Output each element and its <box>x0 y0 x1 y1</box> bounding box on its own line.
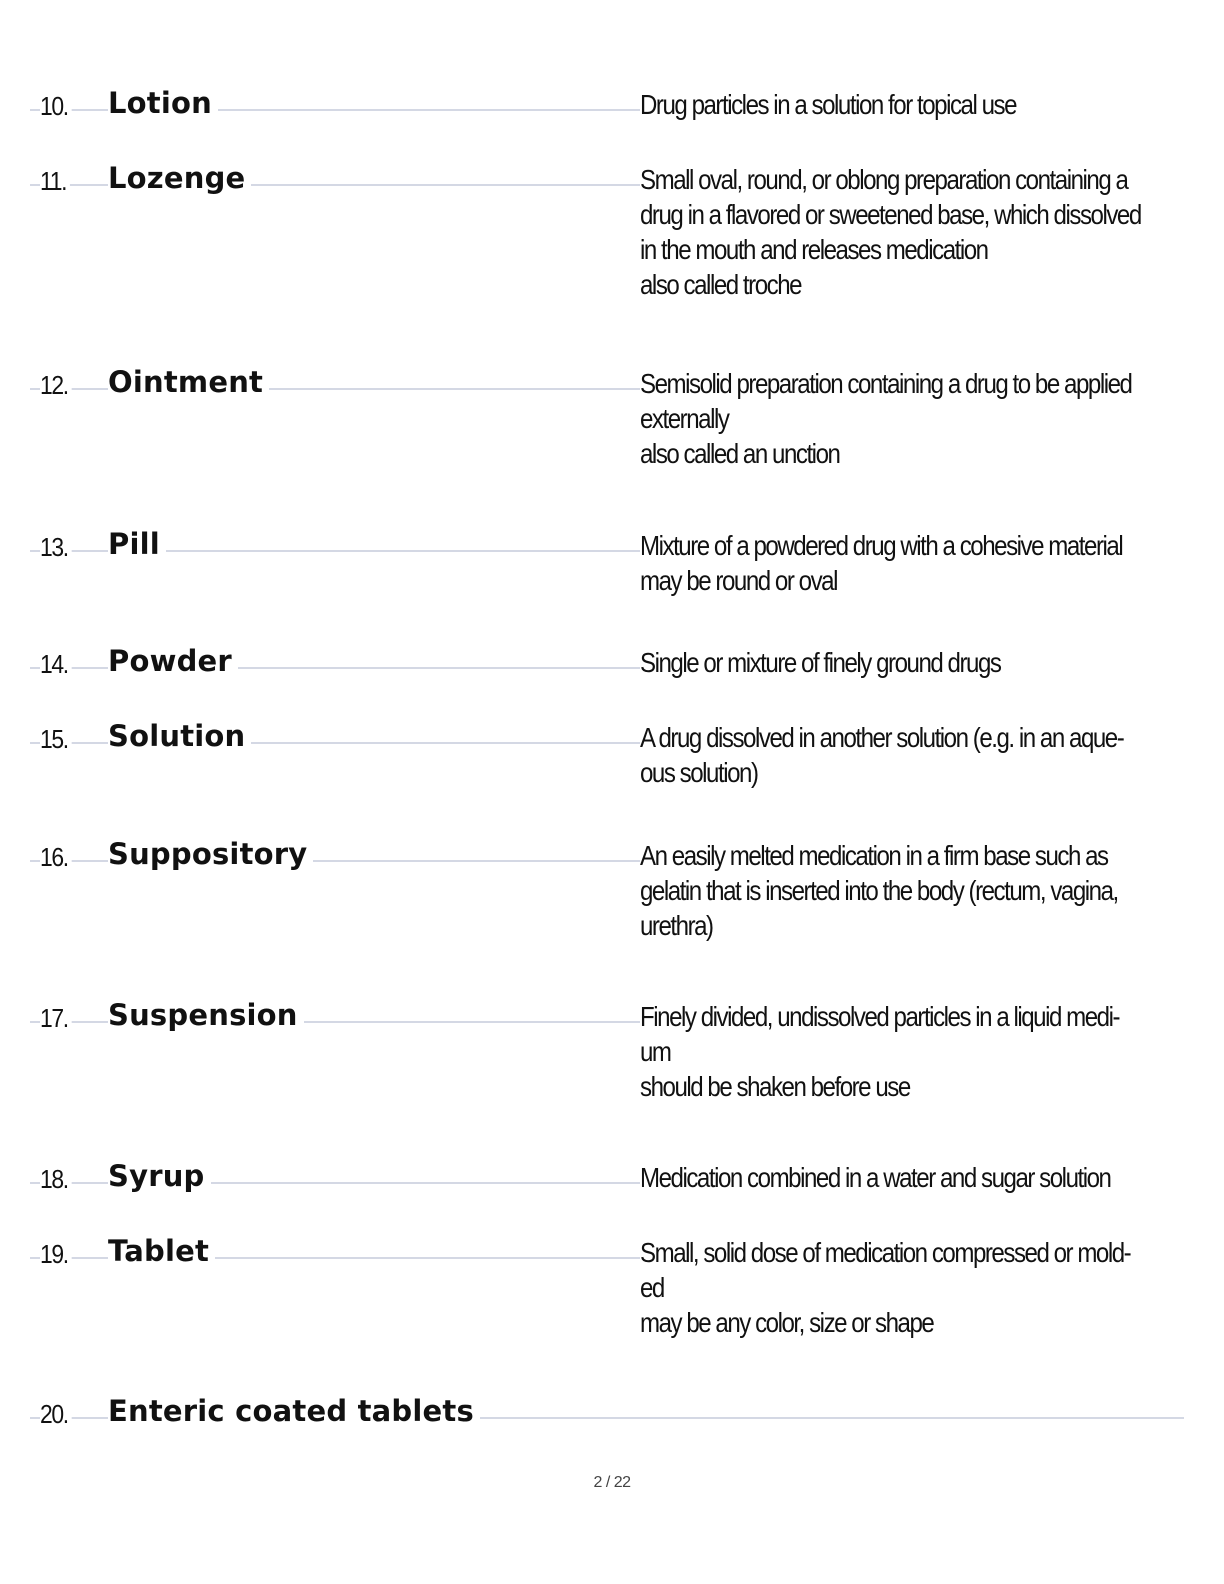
item-term: Enteric coated tablets <box>108 1393 480 1429</box>
definition-line: drug in a flavored or sweetened base, which dissolved <box>640 199 1141 230</box>
item-number: 16. <box>40 842 71 872</box>
item-number: 11. <box>40 166 70 196</box>
item-definition <box>640 1164 1224 1199</box>
item-number: 12. <box>40 370 71 400</box>
item-definition <box>640 370 1224 475</box>
definition-line: externally <box>640 403 729 434</box>
item-number: 13. <box>40 532 71 562</box>
definition-line: um <box>640 1036 671 1067</box>
definition-line: Small, solid dose of medication compressed or mold- <box>640 1237 1131 1268</box>
item-number: 18. <box>40 1164 71 1194</box>
item-number: 19. <box>40 1239 71 1269</box>
item-definition <box>640 91 1224 126</box>
definition-line: Semisolid preparation containing a drug to be applied <box>640 368 1132 399</box>
definition-line: Single or mixture of finely ground drugs <box>640 647 1001 678</box>
item-number: 14. <box>40 649 71 679</box>
definition-line: Medication combined in a water and sugar solution <box>640 1162 1111 1193</box>
item-number: 15. <box>40 724 71 754</box>
item-definition <box>640 1003 1224 1108</box>
item-definition <box>640 842 1224 947</box>
definition-line: ous solution) <box>640 757 758 788</box>
item-term: Ointment <box>108 364 269 400</box>
definition-line: also called an unction <box>640 438 840 469</box>
page-indicator: 2 / 22 <box>593 1474 631 1491</box>
definition-line: ed <box>640 1272 664 1303</box>
definition-line: gelatin that is inserted into the body (rectum, vagina, <box>640 875 1118 906</box>
definition-line: A drug dissolved in another solution (e.g. in an aque- <box>640 722 1124 753</box>
definition-line: also called troche <box>640 269 802 300</box>
item-definition <box>640 724 1224 794</box>
item-term: Syrup <box>108 1158 211 1194</box>
item-number: 10. <box>40 91 71 121</box>
definition-line: should be shaken before use <box>640 1071 910 1102</box>
definition-line: Small oval, round, or oblong preparation containing a <box>640 164 1128 195</box>
item-definition <box>640 532 1224 602</box>
item-term: Lozenge <box>108 160 251 196</box>
item-term: Suspension <box>108 997 304 1033</box>
item-term: Solution <box>108 718 251 754</box>
item-definition <box>640 166 1224 306</box>
definition-line: may be round or oval <box>640 565 837 596</box>
item-definition <box>640 649 1224 684</box>
definition-line: Drug particles in a solution for topical use <box>640 89 1017 120</box>
definition-line: may be any color, size or shape <box>640 1307 934 1338</box>
item-term: Suppository <box>108 836 313 872</box>
item-definition <box>640 1239 1224 1344</box>
definition-line: urethra) <box>640 910 713 941</box>
definition-line: An easily melted medication in a firm base such as <box>640 840 1108 871</box>
item-number: 20. <box>40 1399 71 1429</box>
item-number: 17. <box>40 1003 71 1033</box>
item-term: Pill <box>108 526 166 562</box>
definition-line: Mixture of a powdered drug with a cohesive material <box>640 530 1123 561</box>
definition-line: Finely divided, undissolved particles in a liquid medi- <box>640 1001 1120 1032</box>
item-term: Lotion <box>108 85 218 121</box>
item-term: Powder <box>108 643 238 679</box>
item-term: Tablet <box>108 1233 215 1269</box>
definition-line: in the mouth and releases medication <box>640 234 988 265</box>
